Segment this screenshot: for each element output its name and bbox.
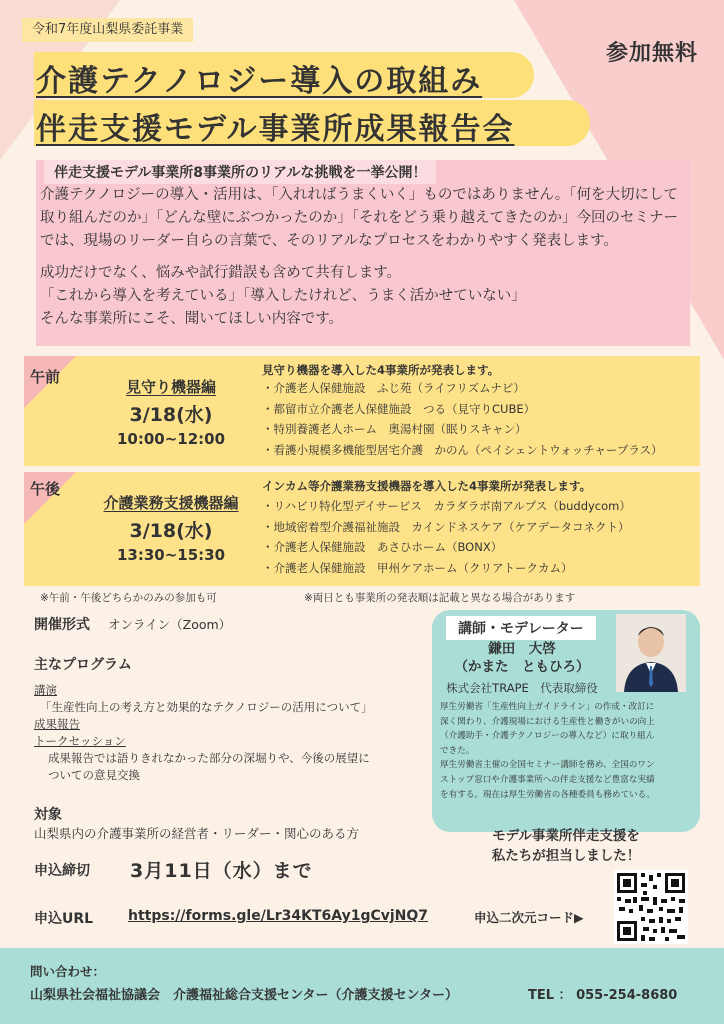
list-item: ・都留市立介護老人保健施設 つる（見守りCUBE） (262, 401, 536, 416)
deadline-label: 申込締切 (34, 863, 90, 879)
program-report-label: 成果報告 (34, 717, 80, 731)
person-icon (616, 614, 686, 692)
intro-paragraph-2-line3: そんな事業所にこそ、聞いてほしい内容です。 (40, 311, 344, 327)
speaker-bio-line: を有する。現在は厚生労働省の各種委員も務めている。 (440, 789, 655, 800)
speaker-bio-line: 厚生労働省「生産性向上ガイドライン」の作成・改訂に (440, 702, 655, 712)
page-title-line1: 介護テクノロジー導入の取組み (36, 64, 483, 99)
am-session-name: 見守り機器編 (125, 378, 216, 396)
qr-label: 申込二次元コード▶ (474, 910, 584, 925)
apply-url-link[interactable]: https://forms.gle/Lr34KT6Ay1gCvjNQ7 (128, 908, 429, 924)
speaker-name-block (432, 640, 612, 676)
speaker-tag: 講師・モデレーター (446, 616, 596, 640)
list-item: ・介護老人保健施設 あさひホーム（BONX） (262, 540, 503, 554)
intro-paragraph-2-line2: 「これから導入を考えている」「導入したけれど、うまく活かせていない」 (40, 288, 526, 304)
pm-period-label: 午後 (30, 480, 61, 498)
pm-session-date: 3/18(水) (129, 520, 213, 542)
speaker-kana: （かまた ともひろ） (454, 659, 590, 675)
speaker-bio-line: 厚生労働省主催の全国セミナー講師を務め、全国のワン (440, 760, 655, 771)
apply-url-label: 申込URL (34, 911, 94, 927)
list-item: ・介護老人保健施設 甲州ケアホーム（クリアトークカム） (262, 560, 573, 575)
list-item: ・特別養護老人ホーム 奥湯村園（眠りスキャン） (262, 422, 527, 436)
am-session-lead: 見守り機器を導入した4事業所が発表します。 (262, 363, 500, 377)
program-talk-text-1: 成果報告では語りきれなかった部分の深堀りや、今後の展望に (48, 751, 370, 765)
deadline-value: 3月11日（水）まで (130, 860, 313, 882)
am-session-time: 10:00~12:00 (116, 430, 226, 448)
target-label: 対象 (34, 807, 62, 823)
free-label: 参加無料 (605, 41, 698, 66)
qr-code-icon (614, 870, 688, 944)
am-period-label: 午前 (30, 368, 61, 386)
note-right: ※両日とも事業所の発表順は記載と異なる場合があります (304, 592, 576, 604)
am-presenter-list (262, 378, 663, 460)
list-item: ・介護老人保健施設 ふじ苑（ライフリズムナビ） (262, 381, 525, 395)
contact-label: 問い合わせ： (30, 964, 106, 979)
speaker-bio-line: （介護助手・介護テクノロジーの導入など）に取り組ん (440, 731, 655, 742)
speaker-photo (616, 614, 686, 692)
program-talk-label: トークセッション (34, 734, 126, 748)
speaker-bio (440, 700, 694, 802)
speaker-org: 株式会社TRAPE 代表取締役 (446, 681, 598, 695)
speaker-claim-line1: モデル事業所伴走支援を (492, 828, 640, 844)
program-talk-text-2: ついての意見交換 (48, 768, 140, 782)
note-left: ※午前・午後どちらかのみの参加も可 (40, 592, 217, 604)
pm-session-name: 介護業務支援機器編 (103, 494, 239, 512)
page-title-line2: 伴走支援モデル事業所成果報告会 (36, 112, 515, 147)
pm-session-lead: インカム等介護業務支援機器を導入した4事業所が発表します。 (262, 479, 592, 493)
pm-presenter-list (262, 496, 631, 578)
contact-org: 山梨県社会福祉協議会 介護福祉総合支援センター（介護支援センター） (30, 988, 458, 1003)
commission-badge: 令和7年度山梨県委託事業 (22, 18, 193, 42)
intro-text (40, 184, 690, 331)
format-label: 開催形式 (34, 617, 90, 633)
am-session-date: 3/18(水) (129, 404, 213, 426)
intro-heading: 伴走支援モデル事業所8事業所のリアルな挑戦を一挙公開！ (44, 160, 436, 184)
speaker-bio-line: 深く関わり、介護現場における生産性と働きがいの向上 (440, 716, 655, 727)
intro-paragraph-2-line1: 成功だけでなく、悩みや試行錯誤も含めて共有します。 (40, 265, 402, 281)
qr-code[interactable] (614, 870, 688, 944)
speaker-claim (432, 826, 700, 866)
list-item: ・看護小規模多機能型居宅介護 かのん（ペイシェントウォッチャープラス） (262, 442, 663, 457)
program-lecture-label: 講演 (34, 683, 57, 697)
program-lecture-text: 「生産性向上の考え方と効果的なテクノロジーの活用について」 (40, 700, 373, 714)
intro-paragraph-1: 介護テクノロジーの導入・活用は、「入れればうまくいく」ものではありません。「何を大切にして取り組んだのか」「どんな壁にぶつかったのか」「それをどう乗り越えてきたのか」今回のセミナーでは、現場のリーダー自らの言葉で、そのリアルなプロセスをわかりやすく発表します。 (40, 187, 678, 249)
speaker-bio-line: ストップ窓口や介護事業所への伴走支援など豊富な実績 (440, 774, 655, 785)
contact-tel: TEL ： 055-254-8680 (528, 988, 678, 1003)
speaker-bio-line: できた。 (440, 745, 475, 756)
speaker-name: 鎌田 大啓 (488, 641, 556, 657)
pm-session-time: 13:30~15:30 (116, 546, 226, 564)
target-value: 山梨県内の介護事業所の経営者・リーダー・関心のある方 (34, 826, 360, 841)
list-item: ・リハビリ特化型デイサービス カラダラボ南アルプス（buddycom） (262, 499, 631, 513)
program-label: 主なプログラム (34, 657, 132, 673)
format-value: オンライン（Zoom） (108, 617, 232, 632)
list-item: ・地域密着型介護福祉施設 カインドネスケア（ケアデータコネクト） (262, 519, 630, 534)
speaker-claim-line2: 私たちが担当しました！ (491, 848, 641, 864)
